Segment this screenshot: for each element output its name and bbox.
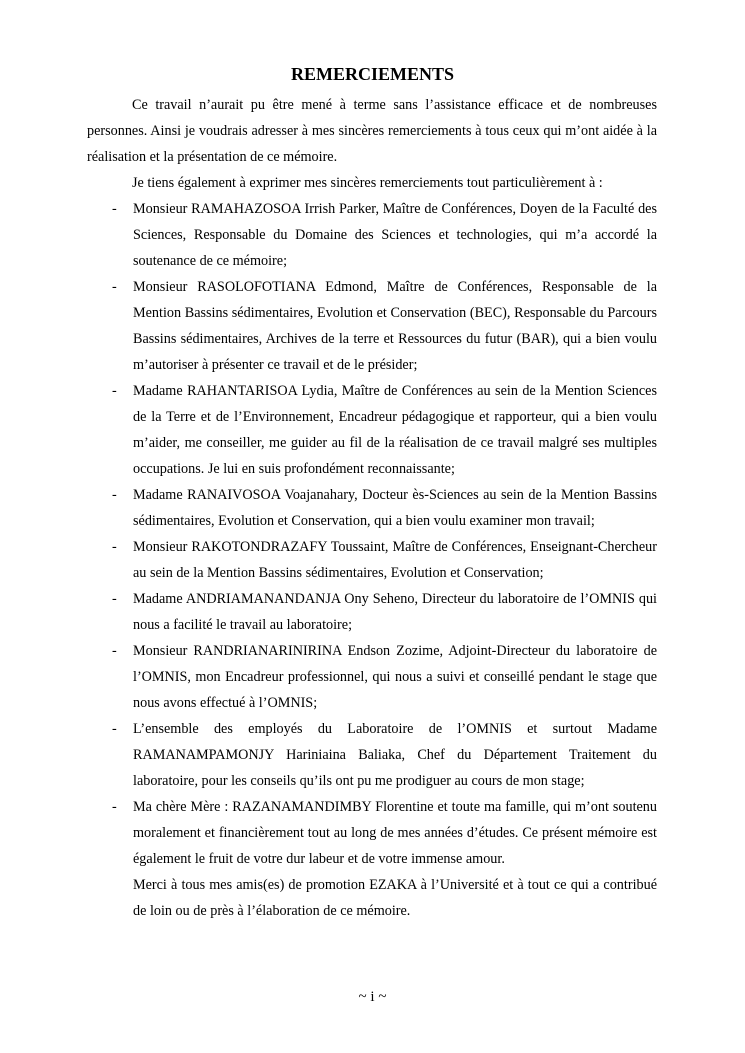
- list-item: [87, 196, 657, 274]
- intro-paragraph-1: Ce travail n’aurait pu être mené à terme sans l’assistance efficace et de nombreuses personnes. Ainsi je voudrais adresser à mes sincères remerciements à tous ceux qui m’ont aidée à la réalisation et la présentation de ce mémoire.: [87, 97, 657, 165]
- list-item: [87, 638, 657, 716]
- bullet-dash: -: [112, 201, 117, 217]
- intro-paragraph-2: Je tiens également à exprimer mes sincères remerciements tout particulièrement à :: [132, 175, 603, 191]
- list-item-text: Monsieur RASOLOFOTIANA Edmond, Maître de Conférences, Responsable de la Mention Bassins sédimentaires, Evolution et Conservation (BEC), Responsable du Parcours Bassins sédimentaires, Archives de la terre et Ressources du futur (BAR), qui a bien voulu m’autoriser à présenter ce travail et de le présider;: [133, 279, 657, 373]
- bullet-dash: -: [112, 591, 117, 607]
- page-number: ~ i ~: [358, 989, 387, 1005]
- list-item-text: L’ensemble des employés du Laboratoire de l’OMNIS et surtout Madame RAMANAMPAMONJY Hariniaina Baliaka, Chef du Département Traitement du laboratoire, pour les conseils qu’ils ont pu me prodiguer au cours de mon stage;: [133, 721, 657, 789]
- list-item: [87, 586, 657, 638]
- bullet-dash: -: [112, 539, 117, 555]
- list-item: [87, 274, 657, 378]
- list-item-text: Monsieur RANDRIANARINIRINA Endson Zozime, Adjoint-Directeur du laboratoire de l’OMNIS, mon Encadreur professionnel, qui nous a suivi et conseillé pendant le stage que nous avons effectué à l’OMNIS;: [133, 643, 657, 711]
- list-item: [87, 716, 657, 794]
- bullet-dash: -: [112, 799, 117, 815]
- list-item: [87, 794, 657, 872]
- list-item-text: Monsieur RAKOTONDRAZAFY Toussaint, Maître de Conférences, Enseignant-Chercheur au sein de la Mention Bassins sédimentaires, Evolution et Conservation;: [133, 539, 657, 581]
- list-item-text: Madame RANAIVOSOA Voajanahary, Docteur ès-Sciences au sein de la Mention Bassins sédimentaires, Evolution et Conservation, qui a bien voulu examiner mon travail;: [133, 487, 657, 529]
- acknowledgements-list: [87, 196, 657, 872]
- list-item: [87, 534, 657, 586]
- list-item-text: Ma chère Mère : RAZANAMANDIMBY Florentine et toute ma famille, qui m’ont soutenu moralement et financièrement tout au long de mes années d’études. Ce présent mémoire est également le fruit de votre dur labeur et de votre immense amour.: [133, 799, 657, 867]
- bullet-dash: -: [112, 487, 117, 503]
- bullet-dash: -: [112, 383, 117, 399]
- closing-paragraph: Merci à tous mes amis(es) de promotion EZAKA à l’Université et à tout ce qui a contribué de loin ou de près à l’élaboration de ce mémoire.: [133, 877, 657, 919]
- list-item: [87, 482, 657, 534]
- list-item-text: Madame ANDRIAMANANDANJA Ony Seheno, Directeur du laboratoire de l’OMNIS qui nous a facilité le travail au laboratoire;: [133, 591, 657, 633]
- list-item: [87, 378, 657, 482]
- list-item-text: Madame RAHANTARISOA Lydia, Maître de Conférences au sein de la Mention Sciences de la Terre et de l’Environnement, Encadreur pédagogique et rapporteur, qui a bien voulu m’aider, me conseiller, me guider au fil de la réalisation de ce travail malgré ses multiples occupations. Je lui en suis profondément reconnaissante;: [133, 383, 657, 477]
- bullet-dash: -: [112, 643, 117, 659]
- document-body: [87, 92, 657, 924]
- bullet-dash: -: [112, 279, 117, 295]
- page-title: REMERCIEMENTS: [290, 64, 455, 84]
- list-item-text: Monsieur RAMAHAZOSOA Irrish Parker, Maître de Conférences, Doyen de la Faculté des Sciences, Responsable du Domaine des Sciences et technologies, qui m’a accordé la soutenance de ce mémoire;: [133, 201, 657, 269]
- bullet-dash: -: [112, 721, 117, 737]
